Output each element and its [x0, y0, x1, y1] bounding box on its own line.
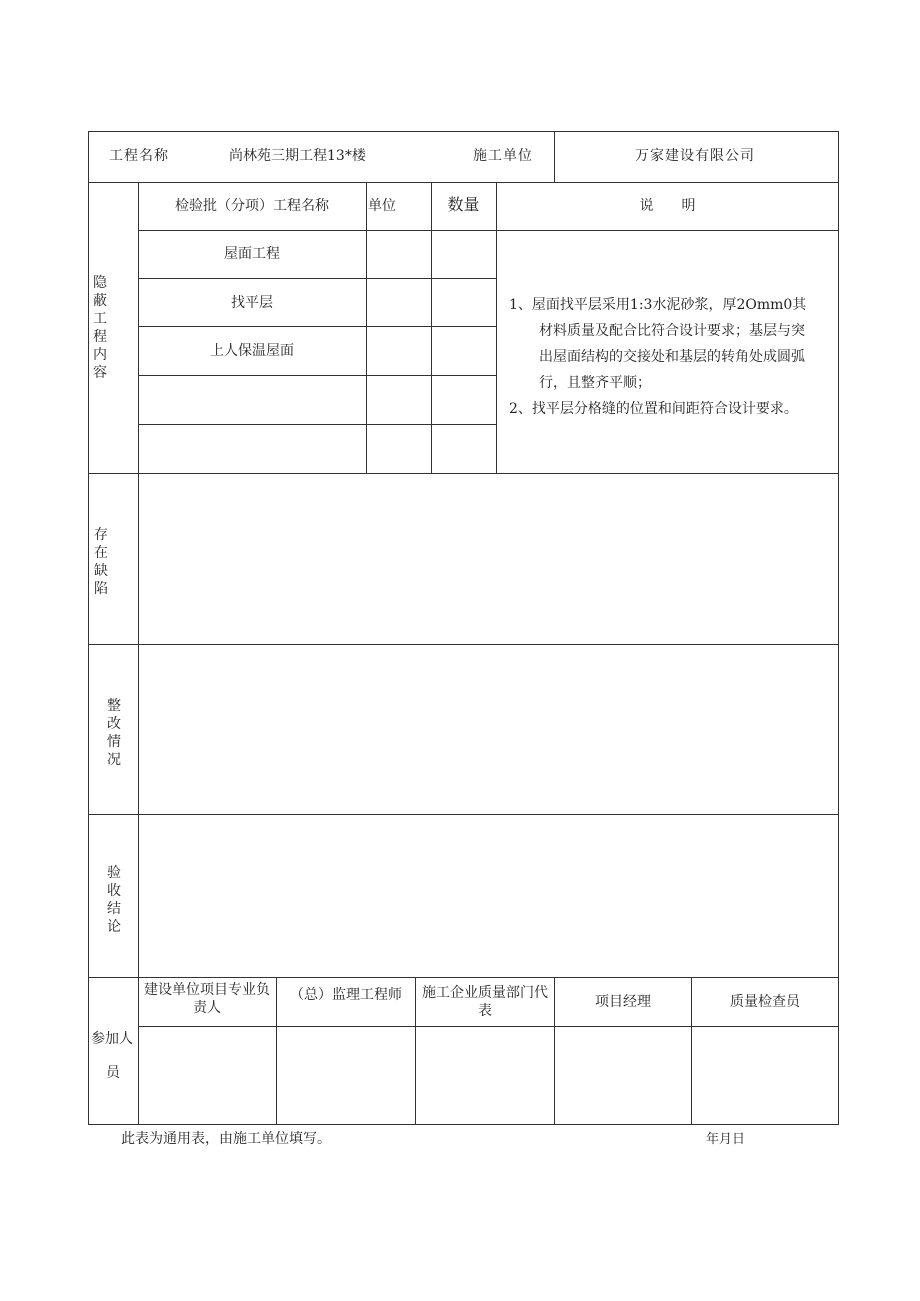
role-header-line: 施工企业质量部门代 [422, 985, 548, 1001]
column-header-quantity: 数量 [447, 195, 480, 214]
divider [88, 182, 839, 183]
divider [138, 278, 497, 279]
table-row-name: 屋面工程 [224, 246, 280, 262]
conclusion-content [140, 817, 836, 975]
divider [366, 182, 367, 474]
rectification-label: 整改情况 [107, 698, 121, 768]
defects-content [140, 476, 836, 642]
table-border-top [88, 131, 839, 132]
divider [496, 182, 497, 474]
description-item [509, 396, 837, 422]
role-header-line: 项目经理 [595, 994, 651, 1010]
role-header [555, 993, 691, 1011]
item-number: 2、 [509, 401, 532, 417]
description-line: 出屋面结构的交接处和基层的转角处成圆弧 [539, 349, 805, 365]
description-line: 行，且整齐平顺； [539, 375, 651, 391]
divider [138, 375, 497, 376]
rectification-content [140, 647, 836, 812]
item-number: 1、 [509, 297, 532, 313]
description-line: 材料质量及配合比符合设计要求；基层与突 [539, 323, 805, 339]
divider [88, 814, 839, 815]
role-header-line: 表 [478, 1003, 492, 1019]
divider [138, 326, 497, 327]
hidden-work-section-label: 隐蔽工程内容 [93, 275, 107, 381]
conclusion-label: 验收结论 [107, 865, 121, 935]
role-header-line: 质量检查员 [730, 994, 800, 1010]
role-header-line: （总）监理工程师 [290, 987, 402, 1003]
divider [138, 230, 839, 231]
footer-note: 此表为通用表，由施工单位填写。 [121, 1131, 331, 1147]
divider [138, 1026, 839, 1027]
divider [138, 424, 497, 425]
table-border-bottom [88, 1124, 839, 1125]
column-header-name: 检验批（分项）工程名称 [175, 198, 329, 214]
defects-label: 存在缺陷 [94, 527, 108, 597]
divider [431, 182, 432, 474]
participants-label-bottom: 员 [106, 1065, 120, 1081]
role-header [692, 993, 838, 1011]
contractor-label: 施工单位 [473, 148, 533, 164]
project-name-label: 工程名称 [109, 148, 169, 164]
work-description [509, 292, 837, 422]
participants-label-top: 参加人 [91, 1031, 133, 1047]
table-border-right [838, 131, 839, 1125]
role-header-line: 责人 [193, 1000, 221, 1016]
divider [88, 473, 839, 474]
column-header-unit: 单位 [368, 198, 396, 214]
divider [88, 644, 839, 645]
divider [554, 131, 555, 183]
table-row-name: 找平层 [231, 295, 273, 311]
description-line: 屋面找平层采用1:3水泥砂浆，厚2Omm0其 [531, 297, 807, 313]
divider [88, 977, 839, 978]
table-row-name: 上人保温屋面 [210, 343, 294, 359]
role-header [138, 981, 276, 1017]
role-header [277, 986, 415, 1004]
role-header-line: 建设单位项目专业负 [144, 982, 270, 998]
footer-date: 年月日 [706, 1132, 746, 1147]
table-border-left [88, 131, 89, 1125]
contractor-value: 万家建设有限公司 [635, 148, 755, 164]
description-line: 找平层分格缝的位置和间距符合设计要求。 [531, 401, 798, 417]
role-header [416, 984, 554, 1020]
column-header-description: 说 明 [639, 198, 696, 214]
project-name-value: 尚林苑三期工程13*楼 [229, 148, 366, 164]
description-item [509, 292, 837, 318]
